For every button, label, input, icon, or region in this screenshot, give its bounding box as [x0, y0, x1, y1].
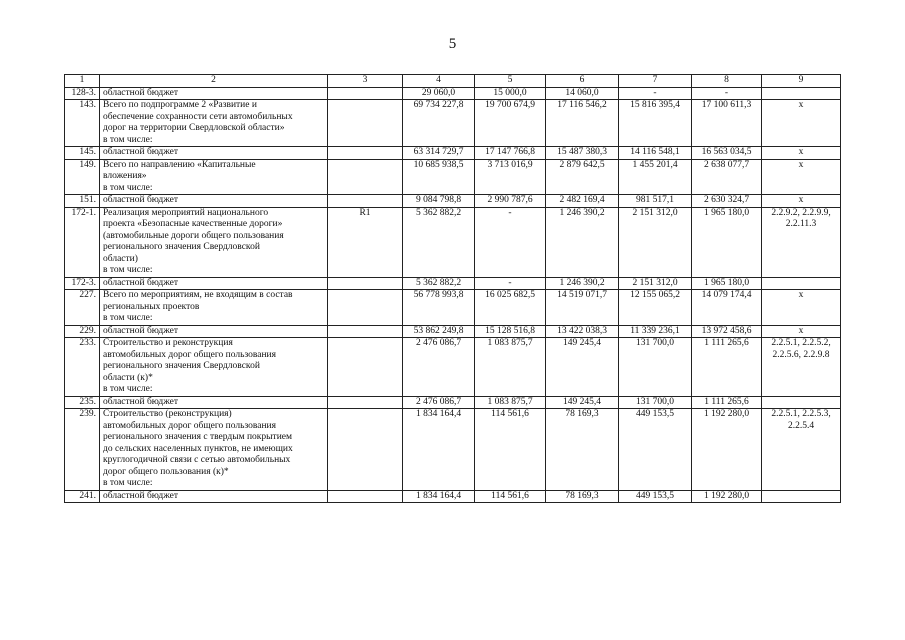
- amount-col6: 13 422 038,3: [546, 325, 619, 338]
- amount-col5: 1 083 875,7: [475, 396, 546, 409]
- table-row: [65, 195, 841, 208]
- row-name-line: областной бюджет: [103, 147, 179, 157]
- amount-col5: 114 561,6: [475, 409, 546, 491]
- table-row: [65, 325, 841, 338]
- row-name-line: Всего по мероприятиям, не входящим в состав: [103, 290, 293, 300]
- amount-col5: 15 000,0: [475, 87, 546, 100]
- amount-col7: 12 155 065,2: [619, 290, 692, 326]
- amount-col5: 17 147 766,8: [475, 147, 546, 160]
- table-row: [65, 338, 841, 397]
- amount-col5: 114 561,6: [475, 490, 546, 503]
- row-name-line: в том числе:: [103, 182, 153, 193]
- row-reference: [762, 195, 841, 208]
- header-cell: 2: [100, 75, 328, 88]
- row-number: 151.: [65, 195, 100, 208]
- amount-col4: 2 476 086,7: [403, 338, 475, 397]
- row-code: [328, 409, 403, 491]
- row-name-line: дорог на территории Свердловской области»: [103, 123, 285, 133]
- row-number: 241.: [65, 490, 100, 503]
- amount-col7: 981 517,1: [619, 195, 692, 208]
- header-cell: 3: [328, 75, 403, 88]
- row-reference: [762, 147, 841, 160]
- amount-col4: 2 476 086,7: [403, 396, 475, 409]
- amount-col4: 29 060,0: [403, 87, 475, 100]
- row-name: [100, 290, 328, 326]
- row-name-line: в том числе:: [103, 265, 153, 275]
- amount-col8: 2 638 077,7: [692, 159, 762, 195]
- amount-col4: 1 834 164,4: [403, 409, 475, 491]
- row-reference: [762, 338, 841, 397]
- row-number: 239.: [65, 409, 100, 491]
- header-cell: 8: [692, 75, 762, 88]
- row-number: 229.: [65, 325, 100, 338]
- amount-col5: -: [475, 207, 546, 277]
- table-row: [65, 159, 841, 195]
- row-reference-line: x: [798, 100, 804, 110]
- table-row: [65, 87, 841, 100]
- row-name-line: Строительство и реконструкция: [103, 338, 233, 348]
- amount-col7: 2 151 312,0: [619, 207, 692, 277]
- row-code: [328, 195, 403, 208]
- amount-col8: 2 630 324,7: [692, 195, 762, 208]
- amount-col6: 1 246 390,2: [546, 207, 619, 277]
- row-reference-line: 2.2.5.4: [787, 420, 815, 431]
- row-name-line: автомобильных дорог общего пользования: [103, 349, 277, 360]
- row-code: [328, 325, 403, 338]
- row-name-line: Строительство (реконструкция): [103, 409, 232, 419]
- table-row: [65, 100, 841, 147]
- row-number: 235.: [65, 396, 100, 409]
- amount-col4: 5 362 882,2: [403, 207, 475, 277]
- table-row: [65, 490, 841, 503]
- table-row: [65, 290, 841, 326]
- row-name-line: областной бюджет: [103, 325, 179, 336]
- row-name-line: автомобильных дорог общего пользования: [103, 420, 277, 431]
- row-name: [100, 396, 328, 409]
- amount-col7: 11 339 236,1: [619, 325, 692, 338]
- amount-col5: 3 713 016,9: [475, 159, 546, 195]
- table-row: [65, 147, 841, 160]
- amount-col6: 17 116 546,2: [546, 100, 619, 147]
- amount-col7: 131 700,0: [619, 338, 692, 397]
- amount-col5: 15 128 516,8: [475, 325, 546, 338]
- row-name-line: проекта «Безопасные качественные дороги»: [103, 219, 283, 229]
- row-name: [100, 147, 328, 160]
- row-reference: [762, 409, 841, 491]
- amount-col6: 14 060,0: [546, 87, 619, 100]
- row-name-line: области): [103, 253, 138, 264]
- row-name-line: регионального значения Свердловской: [103, 361, 260, 371]
- row-number: 233.: [65, 338, 100, 397]
- row-number: 149.: [65, 159, 100, 195]
- row-name-line: Всего по подпрограмме 2 «Развитие и: [103, 100, 257, 110]
- row-name: [100, 87, 328, 100]
- amount-col6: 78 169,3: [546, 409, 619, 491]
- amount-col8: -: [692, 87, 762, 100]
- amount-col5: 2 990 787,6: [475, 195, 546, 208]
- row-reference: [762, 207, 841, 277]
- row-reference-line: 2.2.5.1, 2.2.5.2,: [771, 338, 831, 348]
- row-name-line: области (к)*: [103, 372, 153, 383]
- row-name-line: областной бюджет: [103, 87, 179, 98]
- row-name-line: региональных проектов: [103, 301, 200, 312]
- row-name-line: в том числе:: [103, 134, 153, 145]
- row-name-line: регионального значения с твердым покрытием: [103, 432, 293, 442]
- amount-col7: 449 153,5: [619, 409, 692, 491]
- table-row: [65, 396, 841, 409]
- amount-col6: 2 482 169,4: [546, 195, 619, 208]
- header-cell: 4: [403, 75, 475, 88]
- row-name-line: в том числе:: [103, 313, 153, 323]
- row-name-line: до сельских населенных пунктов, не имеющих: [103, 443, 293, 454]
- amount-col4: 5 362 882,2: [403, 277, 475, 290]
- row-code: [328, 490, 403, 503]
- amount-col7: -: [619, 87, 692, 100]
- row-reference-line: x: [798, 290, 804, 300]
- row-code: [328, 396, 403, 409]
- amount-col4: 69 734 227,8: [403, 100, 475, 147]
- row-reference-line: 2.2.11.3: [785, 219, 817, 229]
- row-name: [100, 159, 328, 195]
- row-name: [100, 325, 328, 338]
- header-cell: 1: [65, 75, 100, 88]
- amount-col4: 1 834 164,4: [403, 490, 475, 503]
- amount-col8: 1 192 280,0: [692, 490, 762, 503]
- amount-col5: -: [475, 277, 546, 290]
- header-row: [65, 75, 841, 88]
- budget-table: [64, 74, 841, 503]
- row-reference: [762, 290, 841, 326]
- row-reference: [762, 100, 841, 147]
- page-number: 5: [448, 36, 457, 52]
- row-code: [328, 147, 403, 160]
- header-cell: 7: [619, 75, 692, 88]
- row-reference: [762, 159, 841, 195]
- row-name-line: в том числе:: [103, 384, 153, 394]
- amount-col7: 1 455 201,4: [619, 159, 692, 195]
- amount-col8: 16 563 034,5: [692, 147, 762, 160]
- row-code: [328, 277, 403, 290]
- table-row: [65, 277, 841, 290]
- row-reference: [762, 490, 841, 503]
- row-name-line: (автомобильные дороги общего пользования: [103, 230, 284, 241]
- table-body: [65, 75, 841, 503]
- row-name-line: областной бюджет: [103, 396, 179, 407]
- header-cell: 5: [475, 75, 546, 88]
- table-row: [65, 207, 841, 277]
- amount-col6: 149 245,4: [546, 338, 619, 397]
- amount-col7: 14 116 548,1: [619, 147, 692, 160]
- row-reference: [762, 325, 841, 338]
- row-reference-line: x: [798, 159, 804, 170]
- amount-col5: 1 083 875,7: [475, 338, 546, 397]
- amount-col8: 17 100 611,3: [692, 100, 762, 147]
- row-name-line: Реализация мероприятий национального: [103, 207, 269, 218]
- row-number: 143.: [65, 100, 100, 147]
- amount-col8: 14 079 174,4: [692, 290, 762, 326]
- row-name-line: круглогодичной связи с сетью автомобильных: [103, 455, 291, 465]
- amount-col8: 1 965 180,0: [692, 277, 762, 290]
- row-name: [100, 207, 328, 277]
- amount-col6: 15 487 380,3: [546, 147, 619, 160]
- row-reference-line: x: [798, 195, 804, 205]
- row-name-line: в том числе:: [103, 478, 153, 488]
- amount-col6: 2 879 642,5: [546, 159, 619, 195]
- amount-col8: 1 965 180,0: [692, 207, 762, 277]
- row-name-line: обеспечение сохранности сети автомобильных: [103, 111, 293, 122]
- amount-col4: 56 778 993,8: [403, 290, 475, 326]
- row-code: [328, 159, 403, 195]
- row-code: [328, 290, 403, 326]
- row-reference: [762, 87, 841, 100]
- amount-col7: 15 816 395,4: [619, 100, 692, 147]
- amount-col4: 53 862 249,8: [403, 325, 475, 338]
- row-code: R1: [328, 207, 403, 277]
- row-name: [100, 195, 328, 208]
- row-name-line: регионального значения Свердловской: [103, 242, 260, 252]
- amount-col8: 1 192 280,0: [692, 409, 762, 491]
- row-name-line: вложения»: [103, 171, 147, 181]
- row-reference: [762, 396, 841, 409]
- row-reference-line: 2.2.5.1, 2.2.5.3,: [771, 409, 831, 419]
- row-code: [328, 100, 403, 147]
- row-number: 128-3.: [65, 87, 100, 100]
- table-row: [65, 409, 841, 491]
- amount-col7: 449 153,5: [619, 490, 692, 503]
- amount-col4: 63 314 729,7: [403, 147, 475, 160]
- amount-col6: 14 519 071,7: [546, 290, 619, 326]
- row-name-line: областной бюджет: [103, 490, 179, 501]
- row-name: [100, 277, 328, 290]
- row-number: 172-1.: [65, 207, 100, 277]
- row-number: 172-3.: [65, 277, 100, 290]
- amount-col6: 149 245,4: [546, 396, 619, 409]
- row-reference-line: 2.2.9.2, 2.2.9.9,: [771, 207, 831, 218]
- row-reference-line: x: [798, 325, 804, 336]
- amount-col4: 10 685 938,5: [403, 159, 475, 195]
- amount-col6: 78 169,3: [546, 490, 619, 503]
- header-cell: 9: [762, 75, 841, 88]
- row-name-line: Всего по направлению «Капитальные: [103, 159, 256, 170]
- row-number: 227.: [65, 290, 100, 326]
- amount-col8: 1 111 265,6: [692, 396, 762, 409]
- amount-col7: 2 151 312,0: [619, 277, 692, 290]
- row-reference: [762, 277, 841, 290]
- row-reference-line: x: [798, 147, 804, 157]
- amount-col5: 19 700 674,9: [475, 100, 546, 147]
- amount-col8: 1 111 265,6: [692, 338, 762, 397]
- row-number: 145.: [65, 147, 100, 160]
- header-cell: 6: [546, 75, 619, 88]
- amount-col5: 16 025 682,5: [475, 290, 546, 326]
- amount-col7: 131 700,0: [619, 396, 692, 409]
- row-code: [328, 87, 403, 100]
- row-name: [100, 100, 328, 147]
- row-name: [100, 338, 328, 397]
- row-name-line: областной бюджет: [103, 277, 179, 288]
- row-name-line: дорог общего пользования (к)*: [103, 466, 229, 477]
- amount-col8: 13 972 458,6: [692, 325, 762, 338]
- row-reference-line: 2.2.5.6, 2.2.9.8: [772, 349, 830, 360]
- row-name: [100, 409, 328, 491]
- amount-col4: 9 084 798,8: [403, 195, 475, 208]
- row-code: [328, 338, 403, 397]
- row-name-line: областной бюджет: [103, 195, 179, 205]
- row-name: [100, 490, 328, 503]
- amount-col6: 1 246 390,2: [546, 277, 619, 290]
